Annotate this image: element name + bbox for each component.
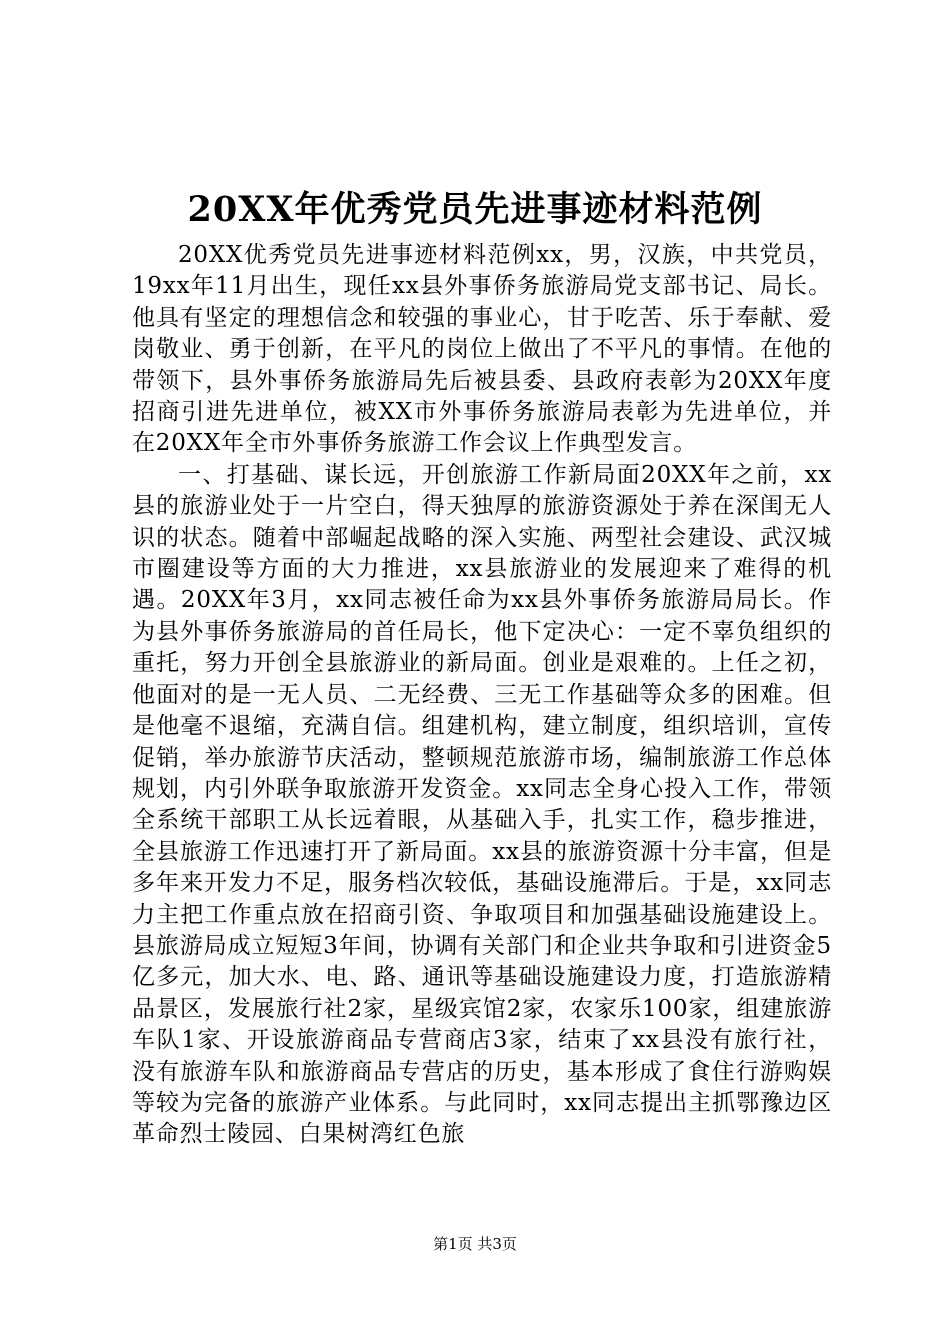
paragraph-section-one: 一、打基础、谋长远，开创旅游工作新局面20XX年之前，xx县的旅游业处于一片空白，得天独厚的旅游资源处于养在深闺无人识的状态。随着中部崛起战略的深入实施、两型社会建设、武汉城市圈建设等方面的大力推进，xx县旅游业的发展迎来了难得的机遇。20XX年3月，xx同志被任命为xx县外事侨务旅游局局长。作为县外事侨务旅游局的首任局长，他下定决心：一定不辜负组织的重托，努力开创全县旅游业的新局面。创业是艰难的。上任之初，他面对的是一无人员、二无经费、三无工作基础等众多的困难。但是他毫不退缩，充满自信。组建机构，建立制度，组织培训，宣传促销，举办旅游节庆活动，整顿规范旅游市场，编制旅游工作总体规划，内引外联争取旅游开发资金。xx同志全身心投入工作，带领全系统干部职工从长远着眼，从基础入手，扎实工作，稳步推进，全县旅游工作迅速打开了新局面。xx县的旅游资源十分丰富，但是多年来开发力不足，服务档次较低，基础设施滞后。于是，xx同志力主把工作重点放在招商引资、争取项目和加强基础设施建设上。县旅游局成立短短3年间，协调有关部门和企业共争取和引进资金5亿多元，加大水、电、路、通讯等基础设施建设力度，打造旅游精品景区，发展旅行社2家，星级宾馆2家，农家乐100家，组建旅游车队1家、开设旅游商品专营商店3家，结束了xx县没有旅行社，没有旅游车队和旅游商品专营店的历史，基本形成了食住行游购娱等较为完备的旅游产业体系。与此同时，xx同志提出主抓鄂豫边区革命烈士陵园、白果树湾红色旅 [132, 461, 832, 1148]
document-title: 20XX年优秀党员先进事迹材料范例 [187, 189, 763, 230]
paragraph-intro: 20XX优秀党员先进事迹材料范例xx，男，汉族，中共党员，19xx年11月出生，现任xx县外事侨务旅游局党支部书记、局长。他具有坚定的理想信念和较强的事业心，甘于吃苦、乐于奉献、爱岗敬业、勇于创新，在平凡的岗位上做出了不平凡的事情。在他的带领下，县外事侨务旅游局先后被县委、县政府表彰为20XX年度招商引进先进单位，被XX市外事侨务旅游局表彰为先进单位，并在20XX年全市外事侨务旅游工作会议上作典型发言。 [132, 242, 832, 457]
document-body [132, 240, 832, 1151]
page-number-footer: 第1页 共3页 [433, 1235, 517, 1253]
